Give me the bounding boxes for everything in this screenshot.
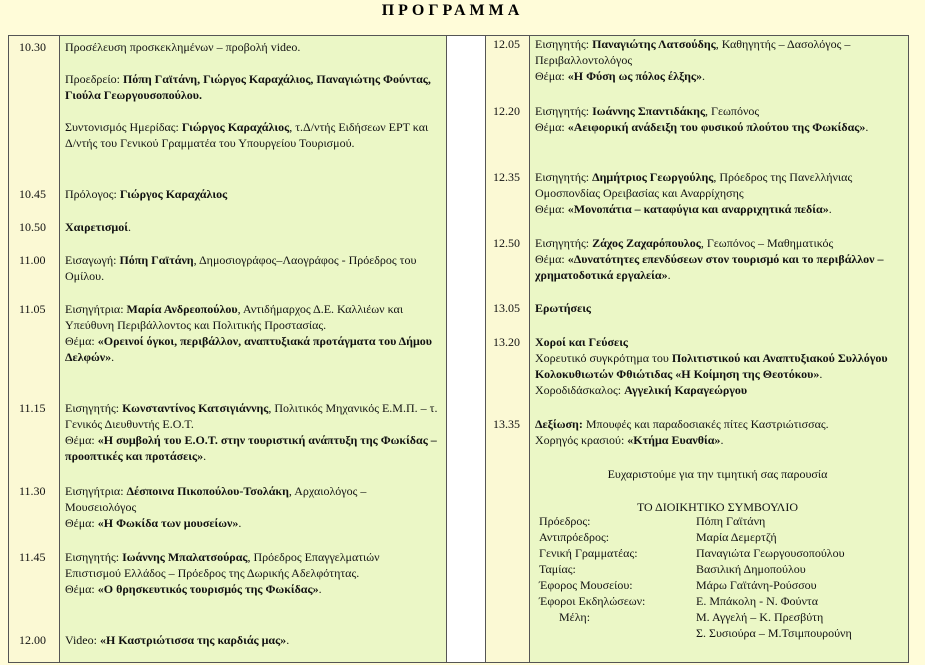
entry-text — [535, 416, 900, 432]
board-member: Μαρία Δεμερτζή — [696, 530, 777, 544]
entry-theme — [535, 251, 900, 283]
time-label: 13.05 — [493, 301, 520, 315]
speaker-name: Ζάχος Ζαχαρόπουλος — [592, 236, 701, 250]
label: Εισηγητής: — [535, 104, 593, 118]
entry-text — [535, 235, 900, 251]
label: Δεξίωση: — [535, 417, 586, 431]
label: Χορευτικό συγκρότημα του — [535, 351, 672, 365]
punctuation: . — [701, 69, 705, 83]
time-label: 10.45 — [19, 187, 46, 201]
entry-text — [535, 350, 900, 398]
time-label: 10.50 — [19, 220, 46, 234]
entry-text — [65, 549, 438, 581]
label: Θέμα: — [535, 69, 568, 83]
entry-theme — [65, 515, 438, 531]
board-member: Βασιλική Δημοπούλου — [696, 562, 806, 576]
left-content-column — [59, 35, 447, 663]
time-label: 13.35 — [493, 417, 520, 431]
speaker-name: Μαρία Ανδρεοπούλου — [126, 302, 238, 316]
right-time-column — [485, 35, 530, 663]
board-member: Μάρω Γαϊτάνη-Ρούσσου — [696, 578, 817, 592]
entry-text — [65, 483, 438, 515]
entry-theme — [65, 432, 438, 464]
label: Χορηγός κρασιού: — [535, 433, 628, 447]
time-label: 13.20 — [493, 335, 520, 349]
entry-text — [65, 71, 438, 103]
board-row — [539, 625, 899, 641]
program-entry — [535, 169, 900, 217]
program-entry — [65, 632, 438, 648]
speaker-name: Δέσποινα Πικοπούλου-Τσολάκη — [126, 484, 289, 498]
time-label: 12.50 — [493, 236, 520, 250]
page-title: ΠΡΟΓΡΑΜΜΑ — [381, 2, 524, 19]
label: Συντονισμός Ημερίδας: — [65, 120, 182, 134]
video-title: «Η Καστριώτισσα της καρδιάς μας» — [99, 633, 287, 647]
entry-text — [65, 119, 438, 151]
board-role: Ταμίας: — [539, 562, 576, 576]
group-name: Πολιτιστικού και Αναπτυξιακού Συλλόγου Κολοκυθιωτών Φθιώτιδας «Η Κοίμηση της Θεοτόκου» — [535, 351, 888, 381]
label: Θέμα: — [65, 433, 98, 447]
time-label: 12.05 — [493, 37, 520, 51]
program-entry — [65, 483, 438, 531]
program-entry — [65, 252, 438, 284]
program-entry — [65, 186, 438, 202]
label: Εισηγητής: — [535, 170, 593, 184]
program-entry — [535, 103, 900, 135]
time-label: 12.35 — [493, 170, 520, 184]
time-label: 12.00 — [19, 633, 46, 647]
entry-text — [65, 219, 438, 235]
speaker-title: , Γεωπόνος – Μαθηματικός — [700, 236, 834, 250]
punctuation: . — [286, 633, 290, 647]
entry-text — [65, 301, 438, 333]
program-entry — [535, 36, 900, 84]
entry-heading: Χοροί και Γεύσεις — [535, 335, 628, 349]
speaker-names: Πόπη Γαϊτάνη, Γιώργος Καραχάλιος, Παναγιώτης Φούντας, Γιούλα Γεωργουσοπούλου. — [65, 72, 431, 102]
entry-heading: Χαιρετισμοί — [65, 220, 128, 234]
board-list — [539, 513, 899, 641]
punctuation: . — [318, 582, 322, 596]
speaker-name: Κωνσταντίνος Κατσιγιάννης — [122, 401, 269, 415]
program-entry — [65, 39, 438, 151]
wine-sponsor: «Κτήμα Ευανθία» — [627, 433, 721, 447]
label: Θέμα: — [535, 202, 568, 216]
board-member: Μ. Αγγελή – Κ. Πρεσβύτη — [696, 610, 824, 624]
punctuation: . — [865, 120, 869, 134]
program-entry — [535, 235, 900, 283]
board-row — [539, 561, 899, 577]
label: Εισαγωγή: — [65, 253, 120, 267]
time-label: 10.30 — [19, 40, 46, 54]
punctuation: . — [111, 350, 115, 364]
entry-theme — [535, 119, 900, 135]
entry-text — [65, 400, 438, 432]
time-label: 11.30 — [19, 484, 46, 498]
column-gap — [447, 35, 485, 663]
board-row — [539, 529, 899, 545]
label: Θέμα: — [65, 334, 98, 348]
punctuation: . — [720, 433, 724, 447]
speaker-name: Γιώργος Καραχάλιος — [181, 120, 290, 134]
label: Εισηγητής: — [65, 401, 123, 415]
label: Εισηγητής: — [535, 37, 593, 51]
speaker-title: , τ.Δ/ντής Ειδήσεων ΕΡΤ και Δ/ντής του Γενικού Γραμματέα του Υπουργείου Τουρισμού. — [65, 120, 429, 150]
board-row — [539, 577, 899, 593]
speaker-title: , Αντιδήμαρχος Δ.Ε. Καλλιέων και Υπεύθυνη Περιβάλλοντος και Πολιτικής Προστασίας. — [65, 302, 404, 332]
board-role: Έφοροι Εκδηλώσεων: — [539, 594, 646, 608]
speaker-title: , Καθηγητής – Δασολόγος – Περιβαλλοντολόγος — [535, 37, 851, 67]
time-label: 12.20 — [493, 104, 520, 118]
time-label: 11.05 — [19, 302, 46, 316]
speaker-name: Δημήτριος Γεωργούλης — [592, 170, 714, 184]
entry-text — [535, 103, 900, 119]
thanks-note: Ευχαριστούμε για την τιμητική σας παρουσία — [607, 467, 828, 481]
entry-theme — [65, 333, 438, 365]
label: . Χοροδιδάσκαλος: — [535, 367, 823, 397]
entry-text — [535, 36, 900, 68]
board-row — [539, 545, 899, 561]
label: Εισηγήτρια: — [65, 484, 127, 498]
board-role: Γενική Γραμματέας: — [539, 546, 638, 560]
speaker-title: , Δημοσιογράφος–Λαογράφος - Πρόεδρος του Ομίλου. — [65, 253, 417, 283]
theme-title: «Ορεινοί όγκοι, περιβάλλον, αναπτυξιακά προτάγματα του Δήμου Δελφών» — [65, 334, 433, 364]
speaker-title: , Πρόεδρος Επαγγελματιών Επιστισμού Ελλάδος – Πρόεδρος της Δωρικής Αδελφότητας. — [65, 550, 380, 580]
entry-heading: Ερωτήσεις — [535, 301, 591, 315]
program-entry — [65, 301, 438, 365]
board-row — [539, 593, 899, 609]
label: Θέμα: — [65, 516, 98, 530]
time-label: 11.45 — [19, 550, 46, 564]
entry-text — [535, 432, 900, 448]
time-label: 11.00 — [19, 253, 46, 267]
speaker-name: Πόπη Γαϊτάνη — [119, 253, 194, 267]
speaker-title: , Γεωπόνος — [705, 104, 760, 118]
right-content-column — [529, 35, 909, 663]
label: Εισηγητής: — [535, 236, 593, 250]
program-entry — [65, 219, 438, 235]
speaker-title: , Αρχαιολόγος – Μουσειολόγος — [65, 484, 367, 514]
entry-theme — [65, 581, 438, 597]
label: Εισηγήτρια: — [65, 302, 127, 316]
speaker-name: Γιώργος Καραχάλιος — [119, 187, 228, 201]
entry-text — [65, 252, 438, 284]
theme-title: «Ο θρησκευτικός τουρισμός της Φωκίδας» — [97, 582, 319, 596]
board-role: Μέλη: — [559, 610, 591, 624]
entry-text: Προσέλευση προσκεκλημένων – προβολή video. — [65, 40, 301, 54]
label: Πρόλογος: — [65, 187, 120, 201]
board-row — [539, 609, 899, 625]
punctuation: . — [203, 449, 207, 463]
speaker-name: Ιωάννης Σπαντιδάκης — [592, 104, 706, 118]
label: Video: — [65, 633, 100, 647]
speaker-name: Παναγιώτης Λατσούδης — [592, 37, 716, 51]
board-role: Έφορος Μουσείου: — [539, 578, 633, 592]
board-role: Αντιπρόεδρος: — [539, 530, 610, 544]
program-entry — [65, 400, 438, 464]
label: Εισηγητής: — [65, 550, 123, 564]
theme-title: «Η Φύση ως πόλος έλξης» — [567, 69, 702, 83]
punctuation: . — [238, 516, 242, 530]
entry-text — [65, 632, 438, 648]
entry-text — [65, 186, 438, 202]
board-member: Παναγιώτα Γεωργουσοπούλου — [696, 546, 845, 560]
label: Θέμα: — [65, 582, 98, 596]
program-entry — [535, 334, 900, 398]
theme-title: «Αειφορική ανάδειξη του φυσικού πλούτου της Φωκίδας» — [567, 120, 866, 134]
reception-text: Μπουφές και παραδοσιακές πίτες Καστριώτισσας. — [585, 417, 829, 431]
entry-theme — [535, 68, 900, 84]
theme-title: «Η συμβολή του Ε.Ο.Τ. στην τουριστική ανάπτυξη της Φωκίδας – προοπτικές και προτάσεις» — [65, 433, 437, 463]
label: Θέμα: — [535, 120, 568, 134]
speaker-name: Ιωάννης Μπαλατσούρας — [122, 550, 248, 564]
board-row — [539, 513, 899, 529]
entry-theme — [535, 201, 900, 217]
punctuation: . — [828, 202, 832, 216]
teacher-name: Αγγελική Καραγεώργου — [624, 383, 748, 397]
board-role: Πρόεδρος: — [539, 514, 591, 528]
program-entry — [535, 300, 900, 316]
speaker-title: , Πρόεδρος της Πανελλήνιας Ομοσπονδίας Ορειβασίας και Αναρρίχησης — [535, 170, 853, 200]
entry-text — [535, 169, 900, 201]
board-member: Ε. Μπάκολη - Ν. Φούντα — [696, 594, 819, 608]
theme-title: «Δυνατότητες επενδύσεων στον τουρισμό και το περιβάλλον – χρηματοδοτικά εργαλεία» — [535, 252, 884, 282]
board-member: Σ. Συσιούρα – Μ.Τσιμπουρούνη — [696, 626, 852, 640]
theme-title: «Μονοπάτια – καταφύγια και αναρριχητικά πεδία» — [567, 202, 829, 216]
theme-title: «Η Φωκίδα των μουσείων» — [97, 516, 239, 530]
speaker-title: , Πολιτικός Μηχανικός Ε.Μ.Π. – τ. Γενικός Διευθυντής Ε.Ο.Τ. — [65, 401, 438, 431]
program-entry — [65, 549, 438, 597]
left-time-column — [8, 35, 60, 663]
label: Θέμα: — [535, 252, 568, 266]
board-title: ΤΟ ΔΙΟΙΚΗΤΙΚΟ ΣΥΜΒΟΥΛΙΟ — [636, 500, 799, 514]
time-label: 11.15 — [19, 401, 46, 415]
board-member: Πόπη Γαϊτάνη — [696, 514, 766, 528]
program-entry — [535, 416, 900, 448]
punctuation: . — [667, 268, 671, 282]
label: Προεδρείο: — [65, 72, 123, 86]
punctuation: . — [127, 220, 131, 234]
